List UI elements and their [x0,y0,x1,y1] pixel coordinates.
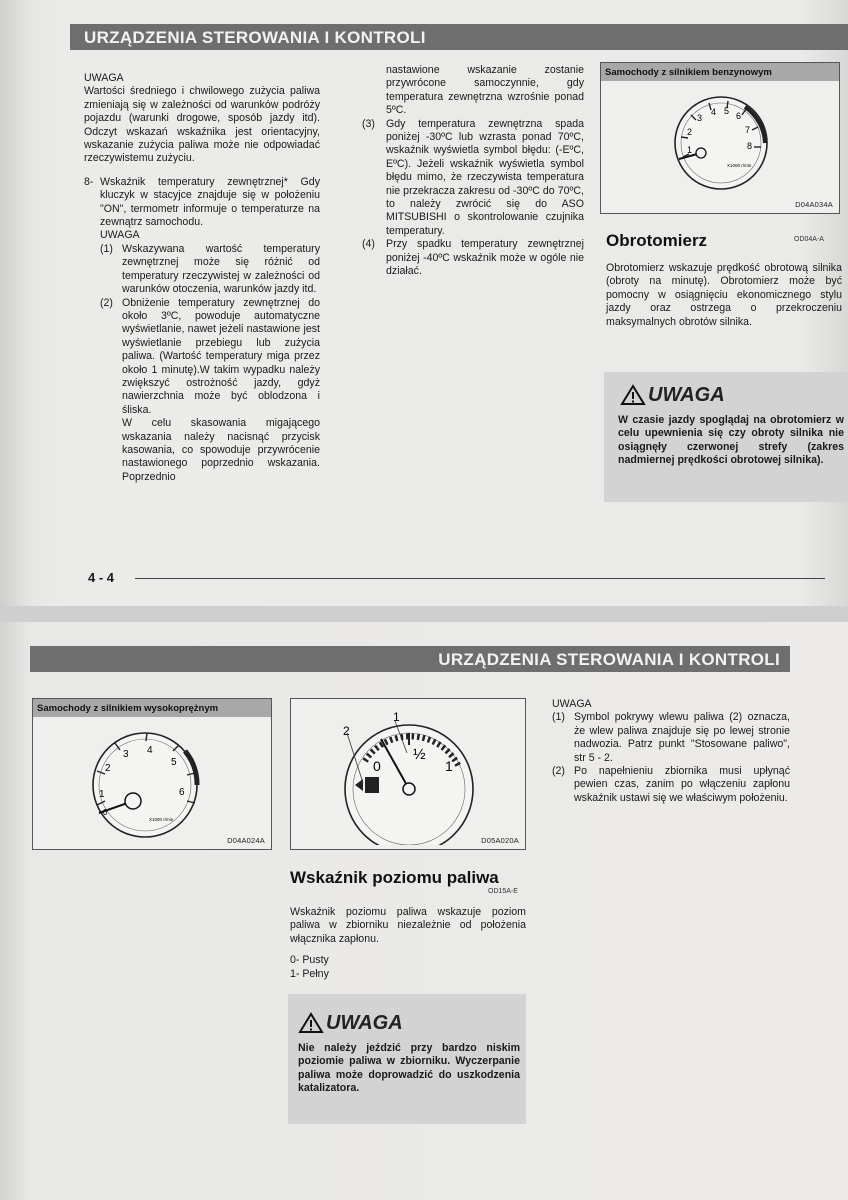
tach-label-8: 8 [747,141,753,151]
diesel-label-2: 2 [105,763,111,774]
footer-rule [135,578,825,579]
continued-text: nastawione wskazanie zostanie przywrócone samoczynnie, gdy temperatura zewnętrzna wzrośnie ponad 5ºC. [386,64,584,117]
fuel-item-0: 0- Pusty [290,954,329,966]
section-header-title: URZĄDZENIA STEROWANIA I KONTROLI [84,28,426,47]
diesel-label-6: 6 [179,787,185,798]
fuel-note-2 [552,765,790,805]
diesel-unit: X1000 r/min [149,817,174,822]
fuel-warning [288,994,526,1124]
callout-2: 2 [343,724,350,738]
fuel-note-1-text: Symbol pokrywy wlewu paliwa (2) oznacza, że wlew paliwa znajduje się po lewej stronie nadwozia. Patrz punkt "Stosowane paliwo", str 5 - 2. [574,711,790,764]
tachometer-diesel-gauge-icon [75,723,215,843]
note-4-text: Przy spadku temperatury zewnętrznej poniżej -40ºC wskaźnik może w ogóle nie działać. [386,238,584,278]
fuel-mark-1: 1 [445,758,453,774]
tach-label-7: 7 [745,125,751,135]
note-2-body [122,297,320,485]
section-header-title-2: URZĄDZENIA STEROWANIA I KONTROLI [438,650,780,669]
note-text: Wartości średniego i chwilowego zużycia paliwa zmieniają się w zależności od warunków podróży pojazdu (warunki drogowe, sposób jazdy itd). Odczyt wskazań wskaźnika jest orientacyjny, wskazanie zużycia paliwa może nie odpowiadać rzeczywistemu zużyciu. [84,85,320,165]
page-number: 4 - 4 [88,570,115,585]
fuel-item-1: 1- Pełny [290,968,329,980]
figure-caption: Samochody z silnikiem benzynowym [601,63,839,81]
fuel-notes [552,698,790,805]
tach-label-5: 5 [724,106,730,116]
section-header-band [70,24,848,50]
tachometer-description: Obrotomierz wskazuje prędkość obrotową silnika (obroty na minutę). Obrotomierz może być pomocny w osiągnięciu ekonomicznego stylu jazdy oraz ostrzega o przekroczeniu maksymalnych obrotów silnika. [606,262,842,328]
fuel-heading: Wskaźnik poziomu paliwa [290,868,499,887]
note-3-number: (3) [362,117,375,130]
tachometer-figure-diesel [32,698,272,850]
note-4 [362,238,584,278]
fuel-code: OD15A-E [488,888,518,895]
fuel-warning-text: Nie należy jeździć przy bardzo niskim poziomie paliwa w zbiorniku. Wyczerpanie paliwa może doprowadzić do uszkodzenia katalizatora. [298,1042,520,1095]
callout-1: 1 [393,710,400,724]
warning-text: W czasie jazdy spoglądaj na obrotomierz w celu upewnienia się czy obroty silnika nie osiągnęły czerwonej strefy (zakres nadmiernej prędkości obrotowej silnika). [618,414,844,467]
tach-label-1: 1 [687,145,693,155]
note-2 [100,297,320,485]
tach-unit: X1000 r/min [727,163,752,168]
note-3-text: Gdy temperatura zewnętrzna spada poniżej -30ºC lub wzrasta ponad 70ºC, wskaźnik wyświetla symbol błędu: (-EºC, EºC). Jeżeli wskaźnik wyświetla symbol błędu mimo, że rzeczywista temperatura nie przekracza zakresu od -30ºC do 70ºC, to należy zwrócić się do ASO MITSUBISHI o skontrolowanie czujnika temperatury. [386,117,584,237]
note-1-number: (1) [100,242,113,255]
tach-label-6: 6 [736,111,742,121]
bottom-page [0,622,848,1200]
figure-code-fuel: D05A020A [481,836,519,845]
warning-triangle-icon [620,384,646,406]
note-1 [100,243,320,297]
fuel-description: Wskaźnik poziomu paliwa wskazuje poziom paliwa w zbiorniku niezależnie od położenia włącznika zapłonu. [290,906,526,945]
note-1-text: Wskazywana wartość temperatury zewnętrznej może się różnić od temperatury rzeczywistej w zależności od warunków otoczenia, warunków jazdy itd. [122,242,320,296]
page-gap [0,606,848,622]
fuel-note-2-number: (2) [552,765,565,778]
note-3 [362,118,584,239]
tach-label-4: 4 [711,107,717,117]
fuel-note-2-text: Po napełnieniu zbiornika musi upłynąć pewien czas, zanim po włączeniu zapłonu wskaźnik ustawi się we właściwym położeniu. [574,765,790,804]
column-1 [84,72,320,484]
fuel-warning-title: UWAGA [326,1012,403,1034]
diesel-label-1: 1 [99,789,105,800]
note-2-text-b: W celu skasowania migającego wskazania należy nacisnąć przycisk kasowania, co spowoduje przywrócenie nastawionego poprzednio wskazania. Poprzednio [122,417,320,483]
warning-title: UWAGA [648,384,725,406]
column-2 [362,64,584,279]
note-2-text: Obniżenie temperatury zewnętrznej do około 3ºC, powoduje automatyczne wyświetlanie, nawet jeżeli nastawione jest wyświetlanie przebiegu lub zużycia paliwa. (Wartość temperatury miga przez około 1 minutę).W takim wypadku należy zwiększyć ostrożność jazdy, gdyż nawierzchnia może być oblodzona i śliska. [122,296,320,416]
tach-label-3: 3 [697,113,703,123]
tachometer-heading: Obrotomierz [606,231,708,250]
diesel-label-0: 0 [103,808,108,817]
fuel-note-1 [552,711,790,765]
tachometer-figure-petrol [600,62,840,214]
tachometer-warning [604,372,848,502]
fuel-gauge-figure [290,698,526,850]
diesel-label-5: 5 [171,757,177,768]
diesel-label-3: 3 [123,749,129,760]
fuel-mark-0: 0 [373,758,381,774]
item-8-text: Wskaźnik temperatury zewnętrznej* Gdy kluczyk w stacyjce znajduje się w położeniu "ON", termometr informuje o temperaturze na zewnątrz samochodu. [100,175,320,229]
figure-caption-diesel: Samochody z silnikiem wysokoprężnym [33,699,271,717]
figure-code: D04A034A [795,200,833,209]
item-8 [84,176,320,230]
warning-triangle-icon-2 [298,1012,324,1034]
section-header-band-2 [30,646,790,672]
note-label: UWAGA [84,72,124,84]
fuel-notes-label: UWAGA [552,698,592,710]
fuel-gauge-icon [309,705,509,845]
tachometer-code: OD04A-A [794,236,824,243]
figure-code-diesel: D04A024A [227,836,265,845]
fuel-mark-half: ½ [413,746,426,763]
tach-label-2: 2 [687,127,693,137]
tachometer-gauge-icon [661,87,781,197]
note-2-number: (2) [100,296,113,309]
item-8-number: 8- [84,175,94,188]
fuel-note-1-number: (1) [552,711,565,724]
note-4-number: (4) [362,238,375,251]
diesel-label-4: 4 [147,745,153,756]
uwaga-label: UWAGA [100,229,140,242]
